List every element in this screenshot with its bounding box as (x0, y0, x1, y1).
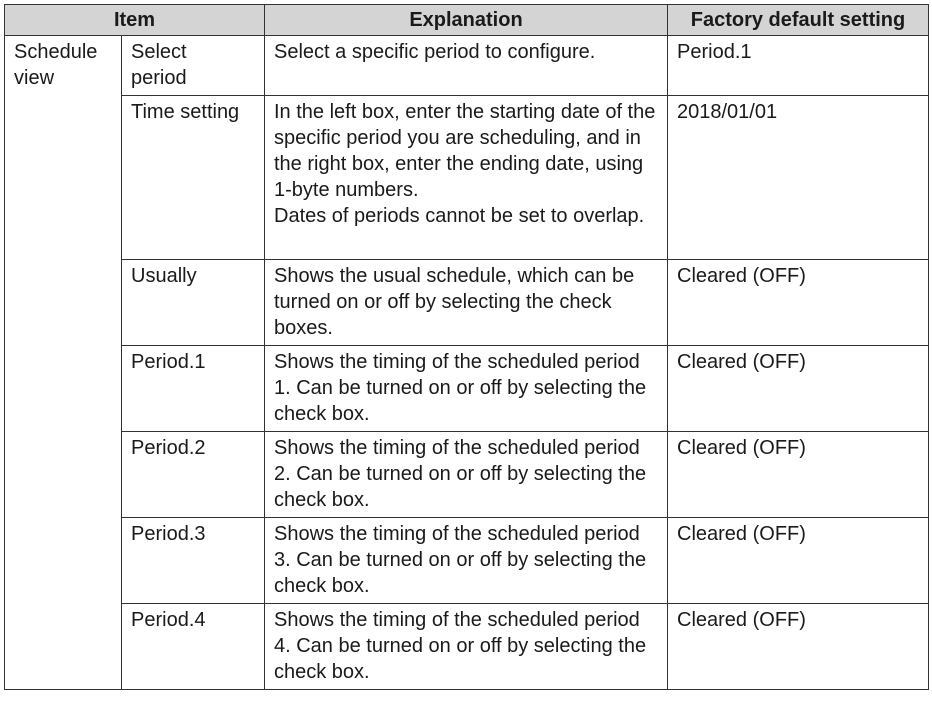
default-cell: Cleared (OFF) (668, 604, 929, 690)
table-row (5, 518, 929, 604)
explanation-cell: Shows the timing of the scheduled period 3. Can be turned on or off by selecting the check box. (265, 518, 668, 604)
header-row (5, 5, 929, 36)
default-cell: Cleared (OFF) (668, 346, 929, 432)
explanation-cell: In the left box, enter the starting date of the specific period you are scheduling, and in the right box, enter the ending date, using 1-byte numbers. Dates of periods cannot be set to overlap. (265, 96, 668, 260)
default-cell: Cleared (OFF) (668, 260, 929, 346)
explanation-cell: Select a specific period to configure. (265, 36, 668, 96)
default-cell: 2018/01/01 (668, 96, 929, 260)
item-cell: Period.1 (122, 346, 265, 432)
explanation-cell: Shows the timing of the scheduled period 2. Can be turned on or off by selecting the check box. (265, 432, 668, 518)
group-cell: Schedule view (5, 36, 122, 690)
table-row (5, 604, 929, 690)
table-row (5, 96, 929, 260)
table-row (5, 36, 929, 96)
explanation-cell: Shows the usual schedule, which can be turned on or off by selecting the check boxes. (265, 260, 668, 346)
item-cell: Period.4 (122, 604, 265, 690)
table-row (5, 346, 929, 432)
item-cell: Period.3 (122, 518, 265, 604)
header-default: Factory default setting (668, 5, 929, 36)
default-cell: Cleared (OFF) (668, 432, 929, 518)
item-cell: Usually (122, 260, 265, 346)
header-explanation: Explanation (265, 5, 668, 36)
default-cell: Cleared (OFF) (668, 518, 929, 604)
settings-table (4, 4, 929, 690)
item-cell: Period.2 (122, 432, 265, 518)
explanation-cell: Shows the timing of the scheduled period 4. Can be turned on or off by selecting the check box. (265, 604, 668, 690)
explanation-cell: Shows the timing of the scheduled period 1. Can be turned on or off by selecting the check box. (265, 346, 668, 432)
table-row (5, 260, 929, 346)
header-item: Item (5, 5, 265, 36)
table-row (5, 432, 929, 518)
item-cell: Time setting (122, 96, 265, 260)
item-cell: Select period (122, 36, 265, 96)
default-cell: Period.1 (668, 36, 929, 96)
